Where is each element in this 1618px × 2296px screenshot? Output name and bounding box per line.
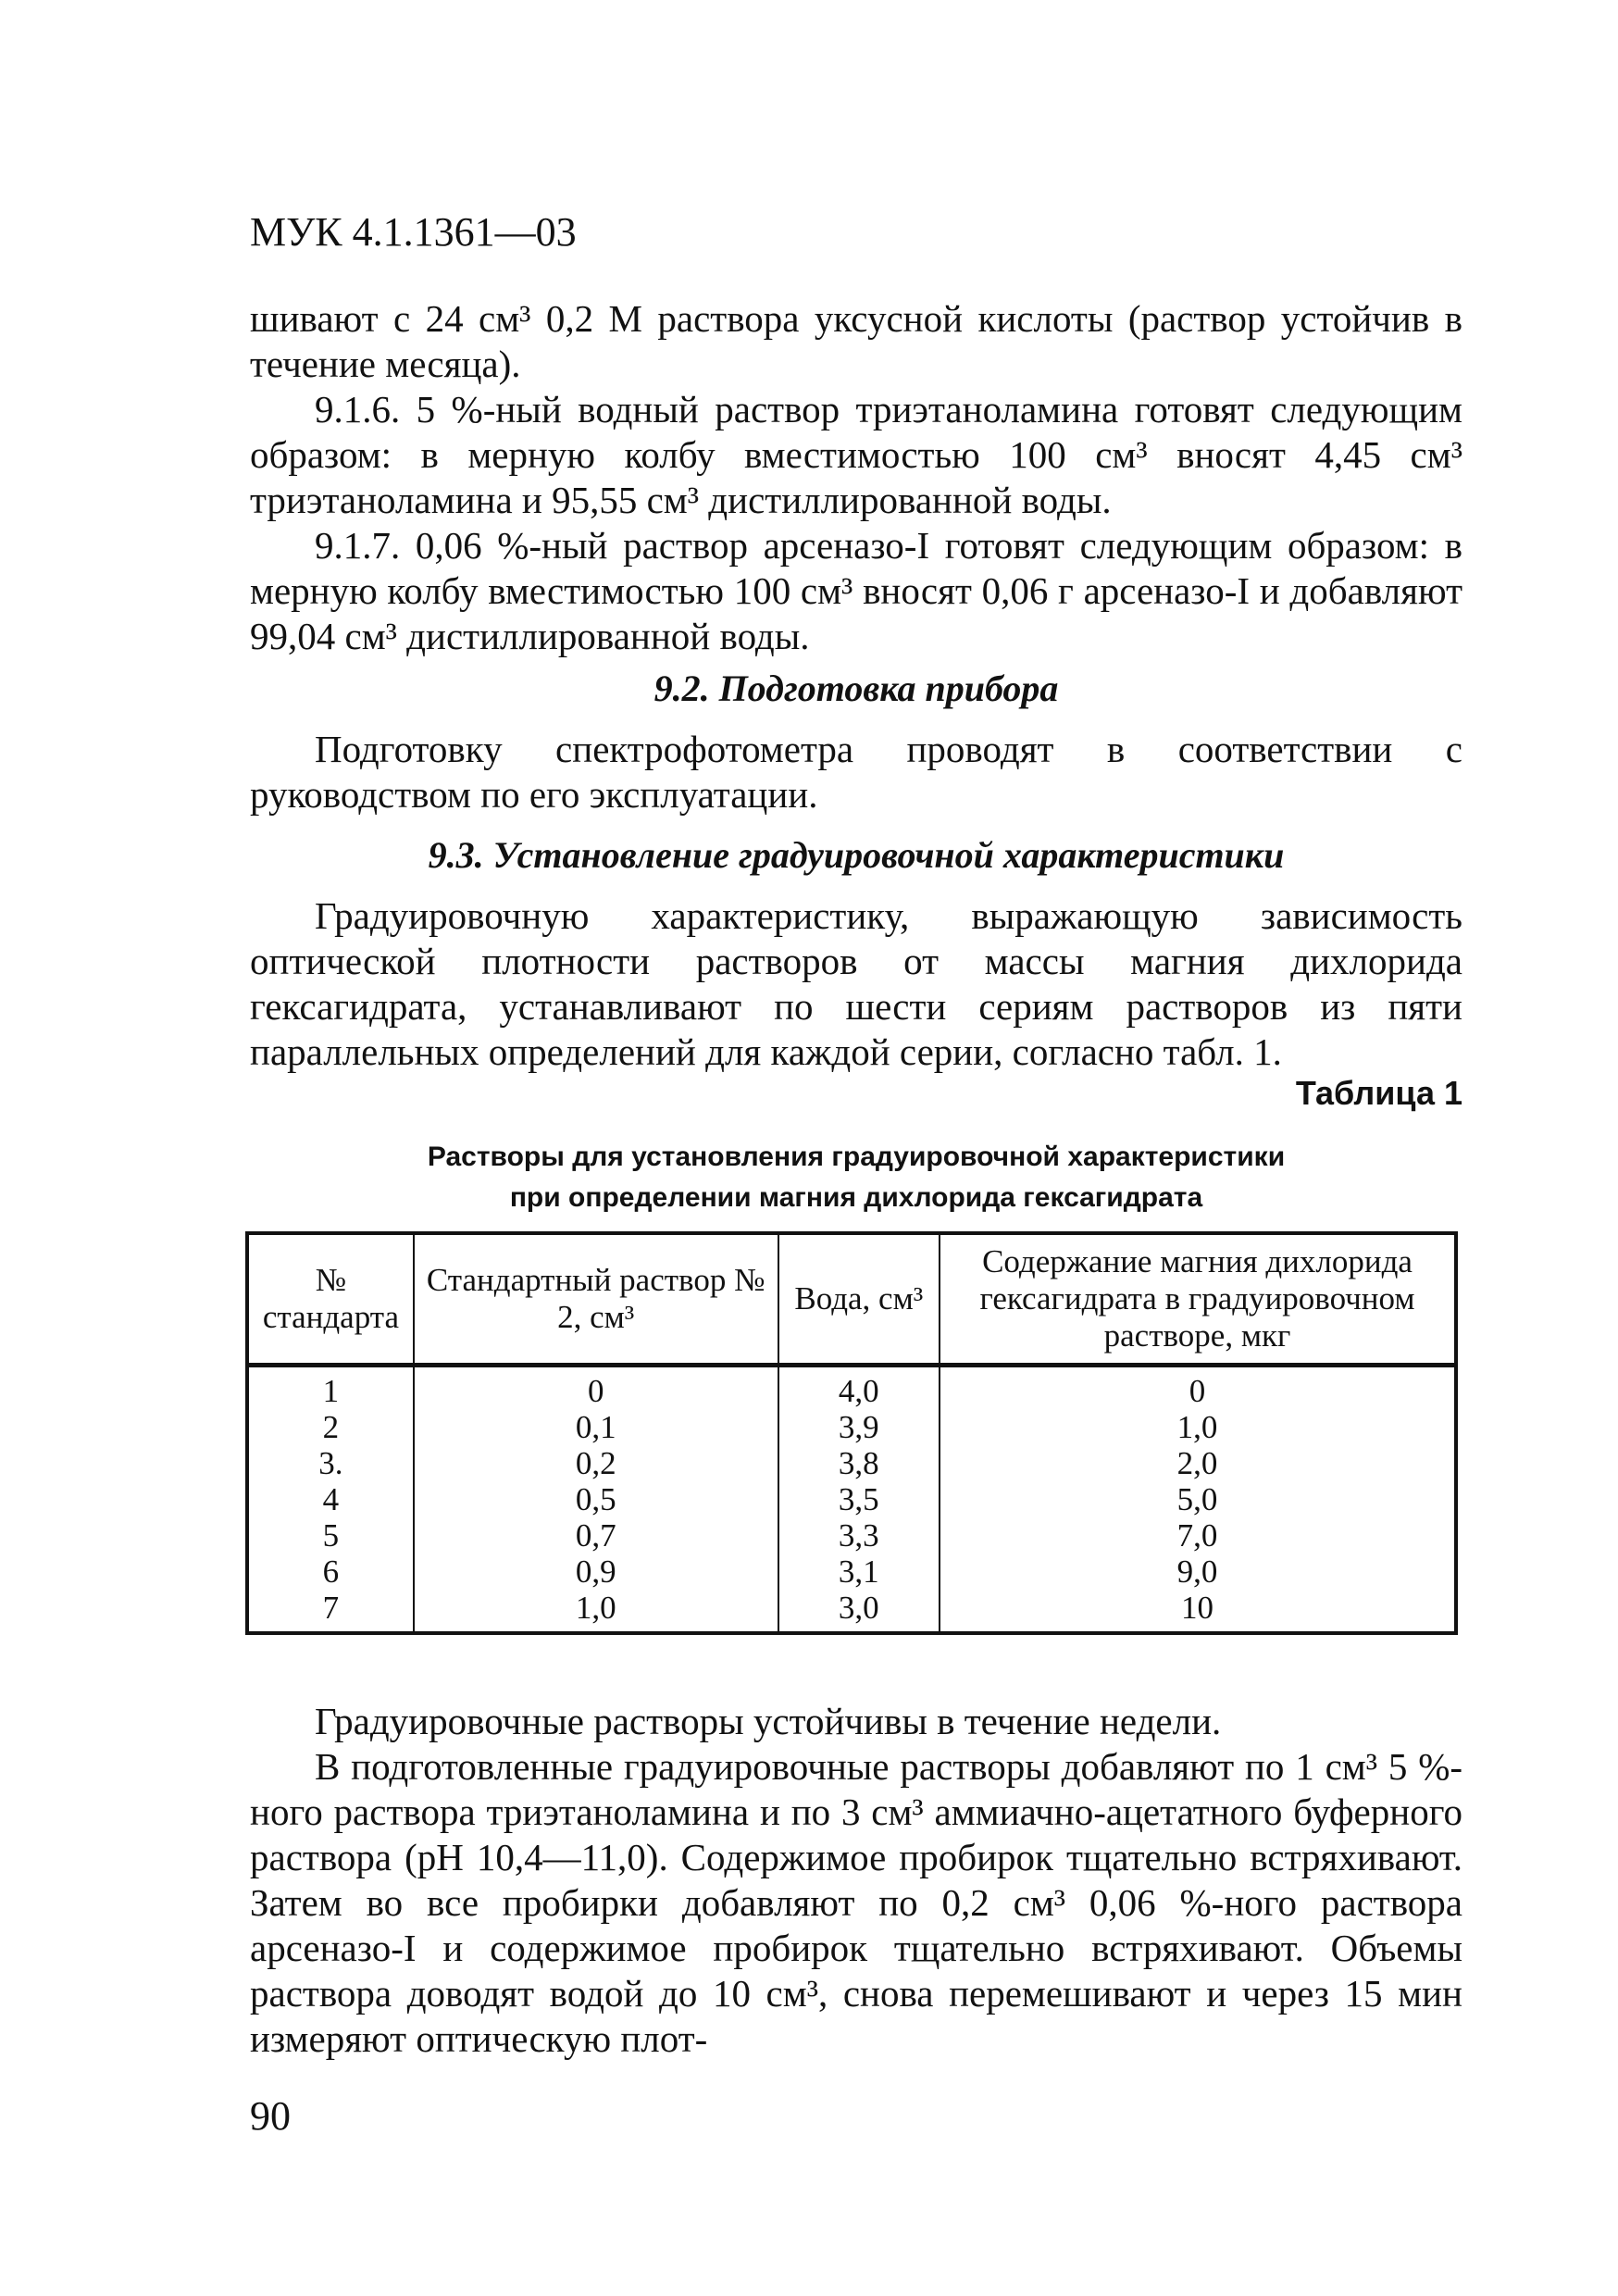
table-cell: 2,0 — [940, 1445, 1456, 1481]
section-title-9-3: 9.3. Установление градуировочной характеристики — [428, 834, 1285, 876]
document-code-header: МУК 4.1.1361—03 — [250, 209, 577, 255]
paragraph-9-1-6: 9.1.6. 5 %-ный водный раствор триэтаноламина готовят следующим образом: в мерную колбу вместимостью 100 см³ вносят 4,45 см³ триэтаноламина и 95,55 см³ дистиллированной воды. — [250, 388, 1462, 521]
table-row — [247, 1517, 1456, 1554]
table-cell: 6 — [247, 1554, 414, 1590]
table-cell: 9,0 — [940, 1554, 1456, 1590]
table-cell: 0 — [414, 1366, 778, 1410]
table-row — [247, 1590, 1456, 1633]
table-cell: 1,0 — [940, 1409, 1456, 1445]
table-cell: 10 — [940, 1590, 1456, 1633]
table-caption-line-2: при определении магния дихлорида гексагидрата — [509, 1182, 1203, 1213]
table-cell: 3,5 — [778, 1481, 940, 1517]
table-cell: 3,1 — [778, 1554, 940, 1590]
table-cell: 4 — [247, 1481, 414, 1517]
table-cell: 4,0 — [778, 1366, 940, 1410]
paragraph-instrument-prep: Подготовку спектрофотометра проводят в соответствии с руководством по его эксплуатации. — [250, 728, 1462, 816]
table-cell: 7 — [247, 1590, 414, 1633]
header-standard-number: № стандарта — [247, 1233, 414, 1366]
section-title-9-2: 9.2. Подготовка прибора — [653, 668, 1059, 709]
calibration-solutions-table — [245, 1231, 1458, 1635]
paragraph-buffer-end: шивают с 24 см³ 0,2 М раствора уксусной кислоты (раствор устойчив в течение месяца). — [250, 297, 1462, 385]
table-body — [247, 1366, 1456, 1634]
paragraph-9-1-7: 9.1.7. 0,06 %-ный раствор арсеназо-I готовят следующим образом: в мерную колбу вместимостью 100 см³ вносят 0,06 г арсеназо-I и добавляют 99,04 см³ дистиллированной воды. — [250, 524, 1462, 657]
header-mg-content: Содержание магния дихлорида гексагидрата в градуировочном растворе, мкг — [940, 1233, 1456, 1366]
table-caption — [250, 1137, 1462, 1218]
table-cell: 0 — [940, 1366, 1456, 1410]
table-header-row — [247, 1233, 1456, 1366]
section-9-3-body — [250, 893, 1462, 1075]
table-cell: 3. — [247, 1445, 414, 1481]
table-row — [247, 1366, 1456, 1410]
paragraph-calibration: Градуировочную характеристику, выражающую зависимость оптической плотности растворов от массы магния дихлорида гексагидрата, устанавливают по шести сериям растворов из пяти параллельных определений для каждой серии, согласно табл. 1. — [250, 894, 1462, 1073]
header-standard-solution: Стандартный раствор № 2, см³ — [414, 1233, 778, 1366]
paragraph-stability: Градуировочные растворы устойчивы в течение недели. — [315, 1700, 1222, 1742]
section-9-2-body — [250, 727, 1462, 817]
page-number: 90 — [250, 2093, 291, 2139]
table-cell: 2 — [247, 1409, 414, 1445]
table-cell: 5 — [247, 1517, 414, 1554]
table-cell: 1 — [247, 1366, 414, 1410]
table-cell: 3,9 — [778, 1409, 940, 1445]
table-cell: 0,9 — [414, 1554, 778, 1590]
table-cell: 3,8 — [778, 1445, 940, 1481]
table-label: Таблица 1 — [1295, 1074, 1462, 1112]
reagent-preparation-block — [250, 296, 1462, 659]
table-row — [247, 1445, 1456, 1481]
header-water: Вода, см³ — [778, 1233, 940, 1366]
post-table-text — [250, 1699, 1462, 2062]
table-cell: 7,0 — [940, 1517, 1456, 1554]
table-cell: 0,5 — [414, 1481, 778, 1517]
table-row — [247, 1409, 1456, 1445]
table-cell: 3,3 — [778, 1517, 940, 1554]
table-cell: 5,0 — [940, 1481, 1456, 1517]
table-caption-line-1: Растворы для установления градуировочной характеристики — [427, 1142, 1286, 1172]
table-cell: 1,0 — [414, 1590, 778, 1633]
table-cell: 0,7 — [414, 1517, 778, 1554]
table-cell: 0,2 — [414, 1445, 778, 1481]
table-row — [247, 1481, 1456, 1517]
paragraph-procedure: В подготовленные градуировочные растворы добавляют по 1 см³ 5 %-ного раствора триэтаноламина и по 3 см³ аммиачно-ацетатного буферного раствора (рН 10,4—11,0). Содержимое пробирок тщательно встряхивают. Затем во все пробирки добавляют по 0,2 см³ 0,06 %-ного раствора арсеназо-I и содержимое пробирок тщательно встряхивают. Объемы раствора доводят водой до 10 см³, снова перемешивают и через 15 мин измеряют оптическую плот- — [250, 1745, 1462, 2060]
table-cell: 3,0 — [778, 1590, 940, 1633]
table-row — [247, 1554, 1456, 1590]
table-cell: 0,1 — [414, 1409, 778, 1445]
